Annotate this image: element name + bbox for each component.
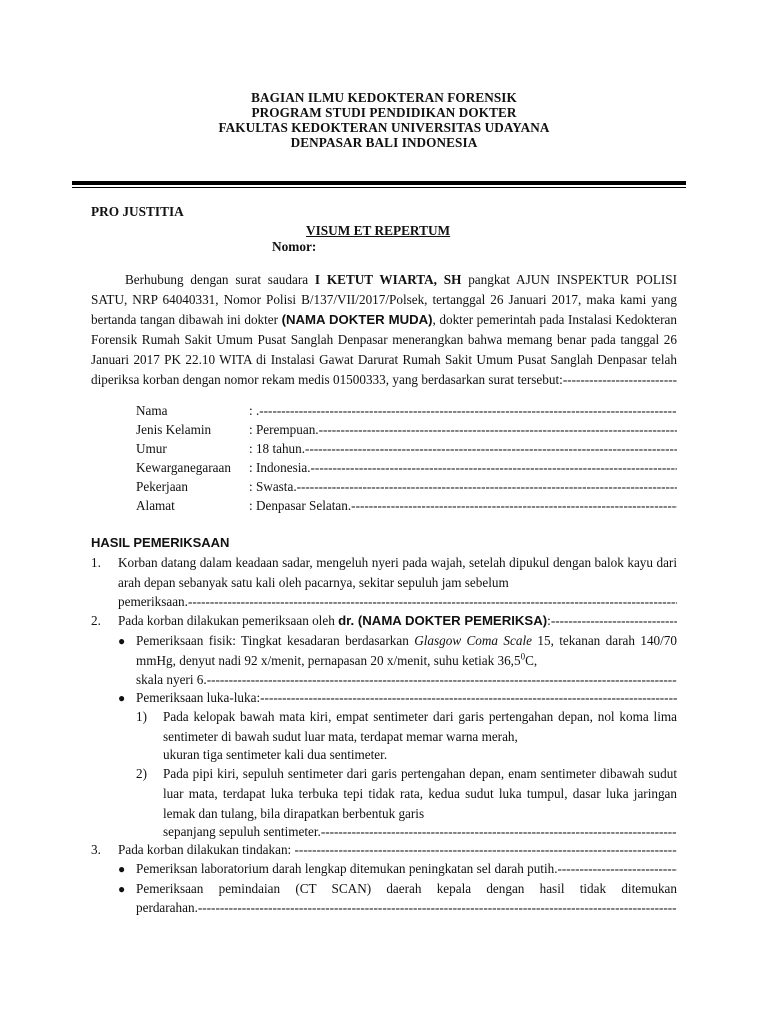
identity-label: Pekerjaan (136, 479, 188, 494)
document-title: VISUM ET REPERTUM (306, 223, 451, 238)
nomor-label: Nomor: (272, 239, 317, 254)
item-number: 3. (91, 842, 101, 857)
degree-sup: 0 (520, 651, 526, 662)
item-2-line (118, 611, 677, 631)
intro-text-3: , dokter pemerintah pada Instalasi Kedokteran Forensik Rumah Sakit Umum Pusat Sanglah Denpasar menerangkan bahwa memang benar pada tanggal 26 Januari 2017 PK 22.10 WITA di Instalasi Gawat Darurat Rumah Sakit Umum Pusat Sanglah Denpasar telah diperiksa korban dengan nomor rekam medis 01500333, yang berdasarkan surat tersebut: (91, 312, 677, 387)
identity-label: Nama (136, 403, 168, 418)
luka-2-text: Pada pipi kiri, sepuluh sentimeter dari garis pertengahan depan, enam sentimeter dibawah sudut luar mata, terdapat luka terbuka tepi tidak rata, kedua sudut luka tumpul, dasar luka jaringan lemak dan tulang, bila dirapatkan berbentuk garis (163, 766, 677, 821)
item-number: 1. (91, 555, 101, 570)
bullet-icon: ● (118, 691, 126, 705)
header-divider-thick (72, 181, 686, 185)
filler-dashes (351, 498, 677, 513)
identity-label: Alamat (136, 498, 175, 513)
filler-dashes (319, 422, 677, 437)
examining-doctor: dr. (NAMA DOKTER PEMERIKSA) (338, 613, 548, 628)
identity-value: : Swasta. (249, 479, 297, 494)
fisik-last-line (136, 670, 677, 690)
identity-row (136, 458, 677, 478)
luka-1-last: ukuran tiga sentimeter kali dua sentimeter. (163, 747, 388, 762)
identity-value: : Denpasar Selatan. (249, 498, 352, 513)
filler-dashes (260, 690, 677, 705)
filler-dashes (558, 861, 677, 876)
tindakan-2-last-line (136, 898, 677, 918)
bullet-icon: ● (118, 862, 126, 876)
fisik-last: skala nyeri 6. (136, 672, 207, 687)
item-2-pre: Pada korban dilakukan pemeriksaan oleh (118, 613, 339, 628)
item-3-text: Pada korban dilakukan tindakan: (118, 842, 292, 857)
fisik-pre: Pemeriksaan fisik: Tingkat kesadaran berdasarkan (136, 633, 415, 648)
item-1-last-line (118, 592, 677, 612)
intro-text-2: pangkat AJUN INSPEKTUR POLISI SATU, NRP 64040331, Nomor Polisi B/137/VII/2017/Polsek, tertanggal 26 Januari 2017, maka kami yang bertanda tangan dibawah ini dokter (91, 272, 677, 327)
luka-heading: Pemeriksaan luka-luka: (136, 690, 261, 705)
header-line-3: FAKULTAS KEDOKTERAN UNIVERSITAS UDAYANA (218, 120, 550, 135)
tindakan-1-line (136, 859, 677, 879)
identity-row (136, 401, 677, 421)
fisik-text (136, 631, 677, 671)
filler-dashes (198, 900, 677, 915)
identity-label: Kewarganegaraan (136, 460, 231, 475)
filler-dashes (311, 460, 677, 475)
item-3-line (118, 840, 677, 860)
filler-dashes (297, 479, 677, 494)
header-line-1: BAGIAN ILMU KEDOKTERAN FORENSIK (251, 90, 517, 105)
identity-row (136, 477, 677, 497)
identity-row (136, 439, 677, 459)
identity-row (136, 420, 677, 440)
requester-name: I KETUT WIARTA, SH (314, 272, 462, 287)
identity-value: : 18 tahun. (249, 441, 306, 456)
identity-value: : Perempuan. (249, 422, 319, 437)
doctor-name: (NAMA DOKTER MUDA) (281, 312, 433, 327)
fisik-mid: 15, tekanan darah 140/70 mmHg, denyut nadi 92 x/menit, pernapasan 20 x/menit, suhu ketiak 36,5 (136, 633, 677, 668)
pro-justitia-label: PRO JUSTITIA (91, 204, 184, 219)
filler-dashes (188, 594, 677, 609)
intro-text-1: Berhubung dengan surat saudara (125, 272, 315, 287)
identity-row (136, 496, 677, 516)
tindakan-2: Pemeriksaan pemindaian (CT SCAN) daerah kepala dengan hasil tidak ditemukan (136, 881, 677, 896)
luka-2-last-line (163, 822, 677, 842)
fisik-post: C, (525, 653, 538, 668)
identity-label: Umur (136, 441, 167, 456)
header-divider-thin (72, 187, 686, 188)
identity-value: : . (249, 403, 260, 418)
sub-item-number: 1) (136, 709, 147, 724)
filler-dashes (551, 613, 677, 628)
header-line-2: PROGRAM STUDI PENDIDIKAN DOKTER (251, 105, 517, 120)
bullet-icon: ● (118, 882, 126, 896)
filler-dashes (305, 441, 677, 456)
luka-2-last: sepanjang sepuluh sentimeter. (163, 824, 321, 839)
luka-heading-line (136, 688, 677, 708)
filler-dashes (295, 842, 677, 857)
hasil-heading: HASIL PEMERIKSAAN (91, 535, 230, 550)
luka-1-text: Pada kelopak bawah mata kiri, empat sentimeter dari garis pertengahan depan, nol koma lima sentimeter di bawah sudut luar mata, terdapat memar warna merah, (163, 709, 677, 744)
sub-item-number: 2) (136, 766, 147, 781)
tindakan-2-last: perdarahan. (136, 900, 198, 915)
item-2-post: : (547, 613, 551, 628)
header-line-4: DENPASAR BALI INDONESIA (290, 135, 478, 150)
bullet-icon: ● (118, 634, 126, 648)
gcs-term: Glasgow Coma Scale (414, 633, 532, 648)
tindakan-1: Pemeriksan laboratorium darah lengkap ditemukan peningkatan sel darah putih. (136, 861, 558, 876)
filler-dashes (321, 824, 677, 839)
filler-dashes (207, 672, 677, 687)
item-1-last: pemeriksaan. (118, 594, 188, 609)
item-number: 2. (91, 613, 101, 628)
item-1-text: Korban datang dalam keadaan sadar, mengeluh nyeri pada wajah, setelah dipukul dengan balok kayu dari arah depan sebanyak satu kali oleh pacarnya, sekitar sepuluh jam sebelum (118, 555, 677, 590)
intro-paragraph (91, 270, 677, 400)
identity-label: Jenis Kelamin (136, 422, 212, 437)
filler-dashes (259, 403, 677, 418)
identity-value: : Indonesia. (249, 460, 311, 475)
